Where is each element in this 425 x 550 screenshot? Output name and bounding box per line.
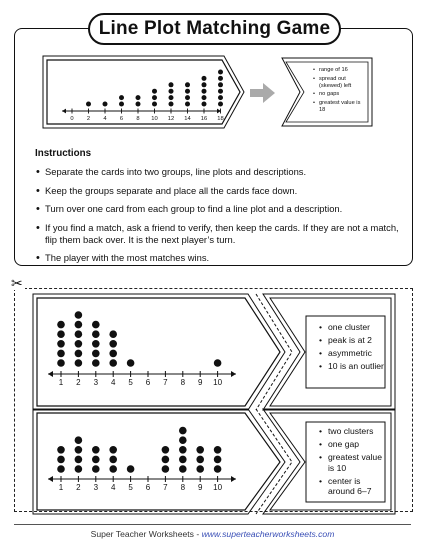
tick-label: 3 [93,378,99,387]
tick-label: 6 [119,116,124,122]
data-dot [92,330,100,338]
data-dot [162,456,170,464]
tick-label: 1 [58,378,64,387]
data-dot [92,465,100,473]
tick-label: 4 [103,116,107,122]
sample-description-item: • range of 16 [319,67,367,74]
tick-label: 5 [128,483,133,492]
description-item: • peak is at 2 [328,335,384,346]
sample-description-item: • spread out (skewed) left [319,76,367,90]
data-dot [92,350,100,358]
data-dot [214,456,222,464]
data-dot [92,340,100,348]
description-item: • one cluster [328,322,384,333]
footer [0,529,425,539]
data-dot [179,446,187,454]
card-2-description [318,426,384,499]
instruction-item: • Turn over one card from each group to find a line plot and a description. [45,203,405,215]
tick-label: 6 [145,483,151,492]
data-dot [214,465,222,473]
data-dot [179,456,187,464]
tick-label: 8 [180,378,186,387]
scissors-icon: ✂ [11,275,23,291]
footer-brand: Super Teacher Worksheets - [90,529,202,539]
number-line-left-arrow [48,476,53,482]
page-title: Line Plot Matching Game [88,13,341,45]
data-dot [109,350,117,358]
description-item: • 10 is an outlier [328,361,384,372]
data-dot [92,456,100,464]
data-dot [57,446,65,454]
footer-divider [14,524,411,525]
data-dot [196,465,204,473]
sample-description-item: • greatest value is 18 [319,100,367,114]
data-dot [196,446,204,454]
description-item: • two clusters [328,426,384,437]
data-dot [109,456,117,464]
data-dot [92,446,100,454]
tick-label: 10 [213,483,223,492]
tick-label: 14 [184,116,191,122]
description-item: • center is around 6–7 [328,476,384,497]
data-dot [109,465,117,473]
number-line-left-arrow [48,371,53,377]
data-dot [109,359,117,367]
data-dot [57,321,65,329]
data-dot [75,321,83,329]
tick-label: 8 [136,116,140,122]
data-dot [127,359,135,367]
plot-card-1-frame [33,294,292,410]
data-dot [75,446,83,454]
data-dot [162,465,170,473]
data-dot [196,456,204,464]
tick-label: 2 [76,483,81,492]
instruction-item: • The player with the most matches wins. [45,252,405,264]
description-item: • one gap [328,439,384,450]
card-2-line-plot [48,427,236,492]
data-dot [57,350,65,358]
data-dot [92,321,100,329]
tick-label: 1 [58,483,64,492]
number-line-right-arrow [231,476,236,482]
data-dot [57,465,65,473]
tick-label: 10 [151,116,158,122]
tick-label: 4 [110,483,116,492]
data-dot [75,350,83,358]
tick-label: 0 [70,116,74,122]
data-dot [75,311,83,319]
number-line-right-arrow [231,371,236,377]
card-1-description [318,322,384,374]
tick-label: 9 [197,483,203,492]
tick-label: 10 [213,378,223,387]
tick-label: 18 [217,116,224,122]
tick-label: 6 [145,378,151,387]
data-dot [75,465,83,473]
data-dot [127,465,135,473]
description-item: • asymmetric [328,348,384,359]
tick-label: 9 [197,378,203,387]
data-dot [214,446,222,454]
data-dot [57,359,65,367]
tick-label: 16 [200,116,208,122]
data-dot [179,465,187,473]
instruction-item: • Separate the cards into two groups, line plots and descriptions. [45,166,405,178]
description-item: • greatest value is 10 [328,452,384,473]
data-dot [179,436,187,444]
tick-label: 4 [110,378,116,387]
data-dot [179,427,187,435]
data-dot [57,456,65,464]
data-dot [214,359,222,367]
data-dot [57,330,65,338]
card-1-line-plot [48,311,236,387]
instructions-heading: Instructions [35,148,92,159]
data-dot [109,340,117,348]
data-dot [109,446,117,454]
tick-label: 12 [167,116,175,122]
tick-label: 7 [163,378,168,387]
data-dot [75,330,83,338]
instruction-item: • Keep the groups separate and place all the cards face down. [45,185,405,197]
tick-label: 7 [163,483,168,492]
data-dot [75,436,83,444]
data-dot [75,340,83,348]
instruction-item: • If you find a match, ask a friend to verify, then keep the cards. If they are not a match, flip them back over. It is the next player’s turn. [45,222,405,246]
tick-label: 8 [180,483,186,492]
tick-label: 3 [93,483,99,492]
data-dot [109,330,117,338]
data-dot [57,340,65,348]
tick-label: 5 [128,378,133,387]
tick-label: 2 [86,116,91,122]
tick-label: 2 [76,378,81,387]
data-dot [75,456,83,464]
footer-url[interactable]: www.superteacherworksheets.com [201,529,335,539]
data-dot [162,446,170,454]
sample-description-item: • no gaps [319,91,367,98]
data-dot [92,359,100,367]
data-dot [75,359,83,367]
